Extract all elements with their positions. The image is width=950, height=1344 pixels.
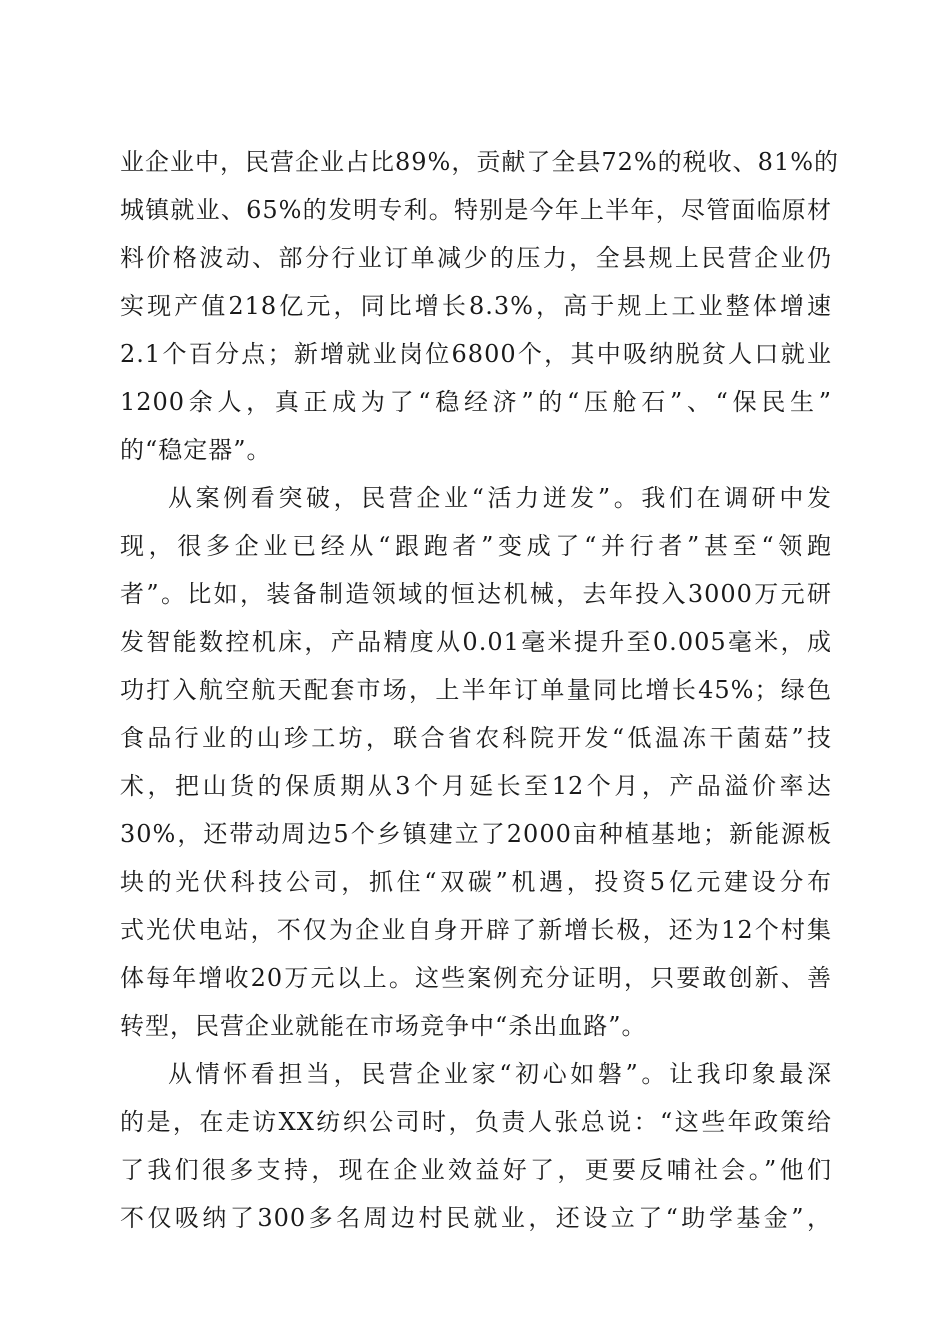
paragraph-2	[120, 474, 832, 1050]
text-line: 功打入航空航天配套市场，上半年订单量同比增长45%；绿色	[120, 676, 832, 704]
text-line: 城镇就业、65%的发明专利。特别是今年上半年，尽管面临原材	[120, 196, 832, 224]
text-line: 2.1个百分点；新增就业岗位6800个，其中吸纳脱贫人口就业	[120, 340, 832, 368]
paragraph-1	[120, 138, 840, 474]
text-line: 实现产值218亿元，同比增长8.3%，高于规上工业整体增速	[120, 292, 832, 320]
text-line: 料价格波动、部分行业订单减少的压力，全县规上民营企业仍	[120, 244, 832, 272]
text-line: 术，把山货的保质期从3个月延长至12个月，产品溢价率达	[120, 772, 832, 800]
text-line: 式光伏电站，不仅为企业自身开辟了新增长极，还为12个村集	[120, 916, 832, 944]
text-line: 体每年增收20万元以上。这些案例充分证明，只要敢创新、善	[120, 964, 832, 992]
text-line: 从情怀看担当，民营企业家“初心如磐”。让我印象最深	[168, 1060, 832, 1088]
text-line: 业企业中，民营企业占比89%，贡献了全县72%的税收、81%的	[120, 148, 840, 176]
text-line: 者”。比如，装备制造领域的恒达机械，去年投入3000万元研	[120, 580, 832, 608]
text-line: 了我们很多支持，现在企业效益好了，更要反哺社会。”他们	[120, 1156, 832, 1184]
text-line: 发智能数控机床，产品精度从0.01毫米提升至0.005毫米，成	[120, 628, 832, 656]
text-line: 从案例看突破，民营企业“活力迸发”。我们在调研中发	[168, 484, 832, 512]
text-line: 的是，在走访XX纺织公司时，负责人张总说：“这些年政策给	[120, 1108, 832, 1136]
paragraph-3	[120, 1050, 832, 1242]
text-line: 转型，民营企业就能在市场竞争中“杀出血路”。	[120, 1012, 647, 1040]
text-line: 不仅吸纳了300多名周边村民就业，还设立了“助学基金”，	[120, 1204, 832, 1232]
text-line: 1200余人，真正成为了“稳经济”的“压舱石”、“保民生”	[120, 388, 832, 416]
text-line: 块的光伏科技公司，抓住“双碳”机遇，投资5亿元建设分布	[120, 868, 832, 896]
document-body	[120, 138, 840, 1242]
text-line: 食品行业的山珍工坊，联合省农科院开发“低温冻干菌菇”技	[120, 724, 832, 752]
text-line: 30%，还带动周边5个乡镇建立了2000亩种植基地；新能源板	[120, 820, 832, 848]
text-line: 现，很多企业已经从“跟跑者”变成了“并行者”甚至“领跑	[120, 532, 832, 560]
text-line: 的“稳定器”。	[120, 436, 272, 464]
